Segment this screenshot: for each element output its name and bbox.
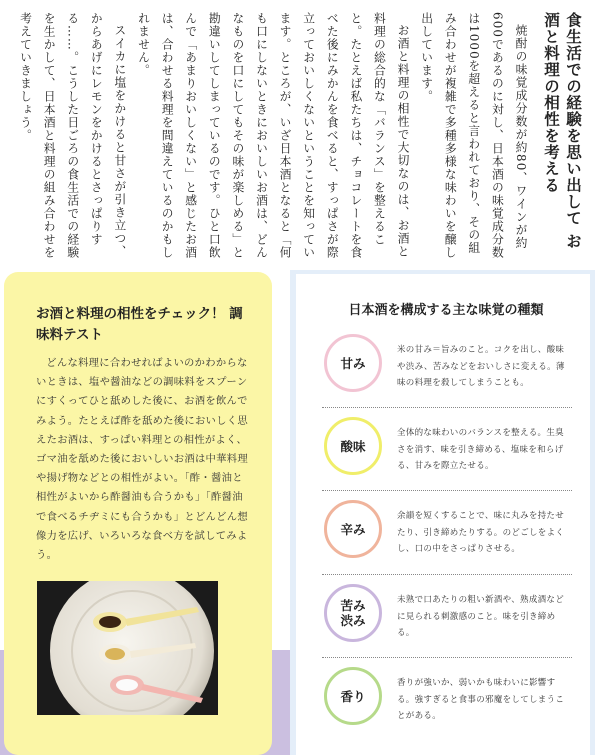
divider (322, 490, 572, 491)
taste-description: 未熟で口あたりの粗い新酒や、熟成酒などに見られる刺激感のこと。味を引き締める。 (397, 595, 565, 638)
seasoning-test-body: どんな料理に合わせればよいのかわからないときは、塩や醤油などの調味料をスプーンにすくってひと舐めした後に、お酒を飲んでみよう。たとえば酢を舐めた後においしく思えたお酒は、すっぱい料理との相性がよく、ゴマ油を舐めた後においしいお酒は中華料理や揚げ物などとの相性がよい。「酢・醤油と相性がよいから酢醤油も合うかも」「酢醤油で食べるチヂミにも合うかも」とどんどん想像力を広げ、いろいろな食べ方を試してみよう。 (36, 357, 248, 562)
taste-name: 香り (340, 688, 366, 704)
taste-circle (324, 417, 382, 475)
taste-name: 酸味 (340, 438, 366, 454)
taste-item-sour (300, 417, 586, 499)
article-paragraph: お酒と料理の相性で大切なのは、お酒と料理の総合的な「バランス」を整えること。たとえば私たちは、チョコレートを食べた後にみかんを食べると、すっぱさが際立っておいしくないということを知っています。ところが、いざ日本酒となると「何も口にしないときにおいしいお酒は、どんなものを口にしてもその味が楽しめる」と勘違いしてしまっているのです。ひと口飲んで「あまりおいしくない」と感じたお酒は、合わせる料理を間違えているのかもしれません。 (136, 12, 411, 259)
taste-item-sweet (300, 334, 586, 416)
seasoning-test-title: お酒と料理の相性をチェック！ 調味料テスト (36, 306, 243, 343)
article (6, 12, 584, 262)
article-title: 食生活での経験を思い出して お酒と料理の相性を考える (542, 12, 582, 250)
taste-circle (324, 667, 382, 725)
taste-item-dry (300, 500, 586, 582)
divider (322, 657, 572, 658)
taste-circle (324, 584, 382, 642)
taste-item-aroma (300, 667, 586, 749)
taste-name: 辛み (340, 521, 366, 537)
taste-circle (324, 334, 382, 392)
divider (322, 574, 572, 575)
taste-description: 米の甘み＝旨みのこと。コクを出し、酸味や渋み、苦みなどをおいしさに変える。薄味の料理を殺してしまうことも。 (397, 345, 565, 388)
taste-panel-title: 日本酒を構成する主な味覚の種類 (348, 303, 544, 318)
divider (322, 407, 572, 408)
taste-description: 香りが強いか、弱いかも味わいに影響する。強すぎると食事の邪魔をしてしまうことがある。 (397, 678, 565, 721)
taste-circle (324, 500, 382, 558)
taste-description: 全体的な味わいのバランスを整える。生臭さを消す、味を引き締める、塩味を和らげる、甘みを際立たせる。 (397, 428, 564, 471)
taste-name: 苦み 渋み (340, 598, 366, 628)
taste-item-bitter (300, 584, 586, 666)
taste-name: 甘み (340, 355, 366, 371)
article-paragraph: 焼酎の味覚成分数が約80、ワインが約600であるのに対し、日本酒の味覚成分数は1000を超えると言われており、その組み合わせが複雑で多種多様な味わいを醸し出しています。 (419, 12, 528, 260)
taste-description: 余韻を短くすることで、味に丸みを持たせたり、引き締めたりする。のどごしをよくし、口の中をさっぱりさせる。 (397, 511, 565, 554)
article-paragraph: スイカに塩をかけると甘さが引き立つ、からあげにレモンをかけるとさっぱりする……。こうした日ごろの食生活での経験を生かして、日本酒と料理の組み合わせを考えていきましょう。 (18, 12, 127, 259)
spoons-photo (37, 581, 218, 715)
